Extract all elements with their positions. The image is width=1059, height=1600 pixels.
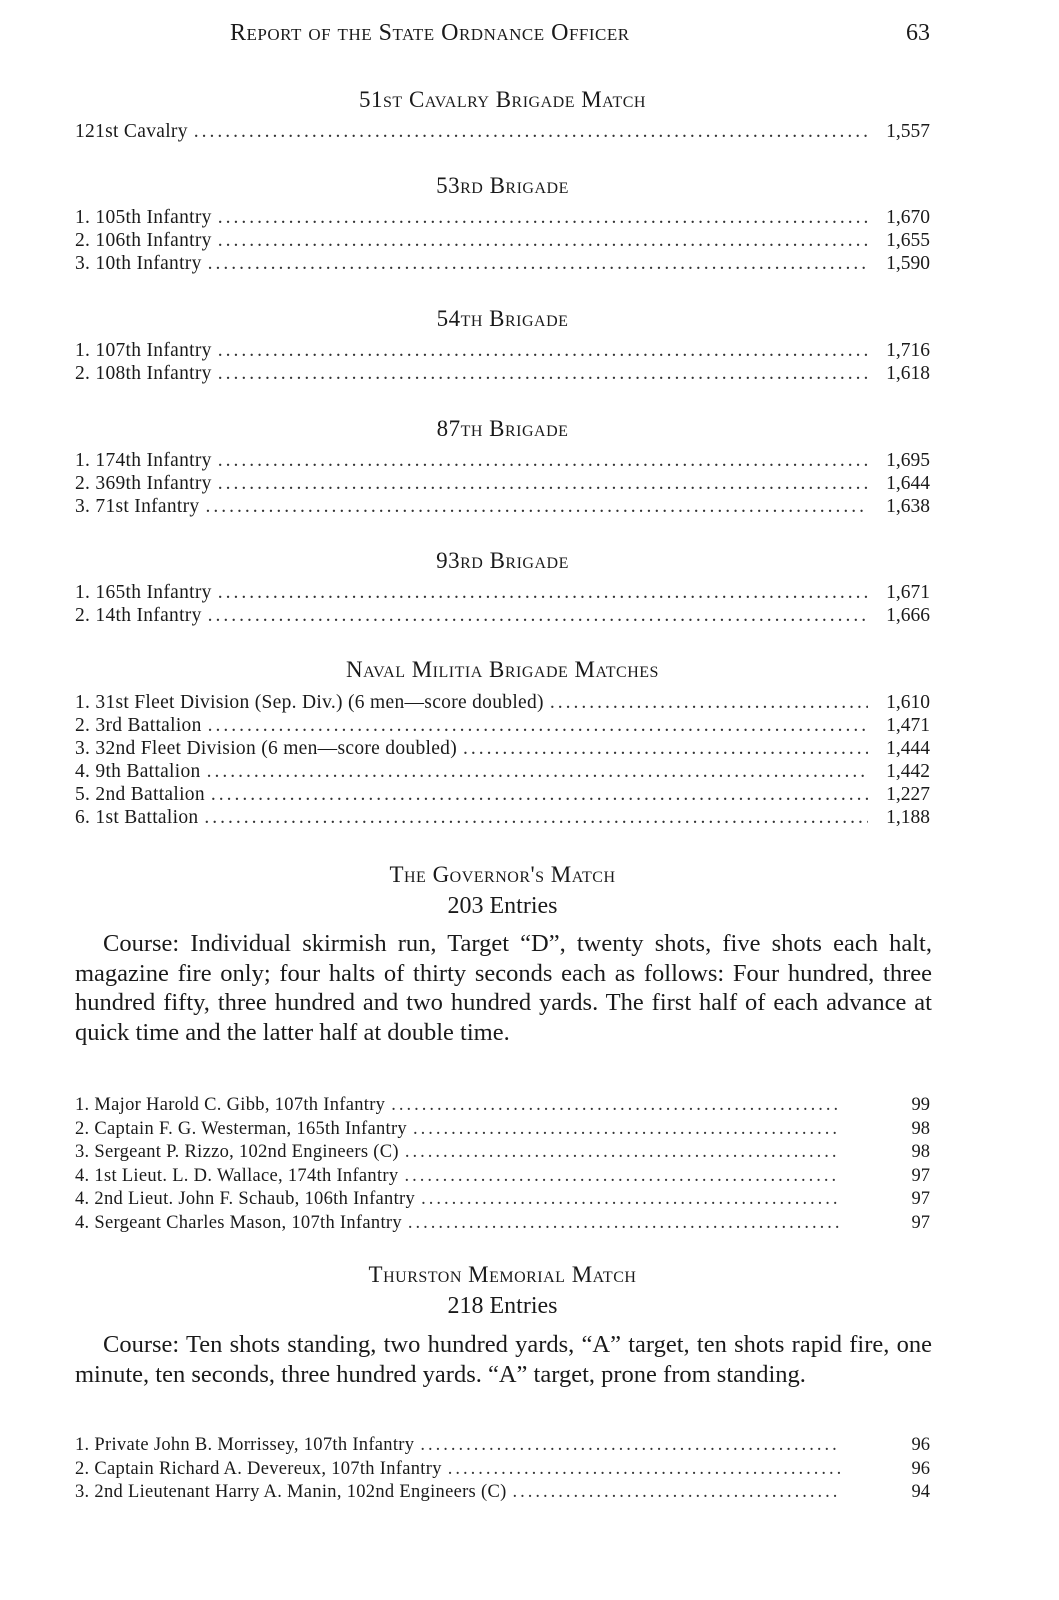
- governors-match-entries: 203 Entries: [447, 893, 558, 919]
- score-list: [75, 339, 930, 385]
- section-title: 51st Cavalry Brigade Match: [359, 87, 646, 112]
- result-row: 2. Captain F. G. Westerman, 165th Infantry ..... 98: [75, 1118, 930, 1142]
- result-row: 4. 2nd Lieut. John F. Schaub, 106th Infantry ..... 97: [75, 1188, 930, 1212]
- score-row: 3. 32nd Fleet Division (6 men—score doubled) ..... 1,444: [75, 737, 930, 760]
- governors-match-results: [75, 1094, 930, 1235]
- section-title: 87th Brigade: [436, 416, 569, 441]
- result-row: 1. Private John B. Morrissey, 107th Infantry ..... 96: [75, 1434, 930, 1458]
- score-list: [75, 206, 930, 275]
- running-head: [75, 20, 930, 54]
- score-row: 4. 9th Battalion ..... 1,442: [75, 760, 930, 783]
- score-list: [75, 691, 930, 829]
- thurston-match-entries: 218 Entries: [447, 1293, 558, 1319]
- score-list: [75, 581, 930, 627]
- result-row: 3. Sergeant P. Rizzo, 102nd Engineers (C) ..... 98: [75, 1141, 930, 1165]
- score-row: 1. 105th Infantry ..... 1,670: [75, 206, 930, 229]
- score-row: 2. 3rd Battalion ..... 1,471: [75, 714, 930, 737]
- section-title: 93rd Brigade: [436, 548, 569, 573]
- score-list: [75, 120, 930, 143]
- thurston-match-title: Thurston Memorial Match: [368, 1262, 637, 1287]
- score-list: [75, 449, 930, 518]
- section-title: Naval Militia Brigade Matches: [346, 657, 659, 682]
- page-number: 63: [906, 20, 930, 46]
- score-row: 121st Cavalry ..... 1,557: [75, 120, 930, 143]
- result-row: 3. 2nd Lieutenant Harry A. Manin, 102nd Engineers (C) ..... 94: [75, 1481, 930, 1505]
- result-row: 4. Sergeant Charles Mason, 107th Infantry ..... 97: [75, 1212, 930, 1236]
- score-row: 2. 369th Infantry ..... 1,644: [75, 472, 930, 495]
- thurston-match-results: [75, 1434, 930, 1505]
- score-row: 6. 1st Battalion ..... 1,188: [75, 806, 930, 829]
- section-title: 53rd Brigade: [436, 173, 569, 198]
- score-row: 3. 71st Infantry ..... 1,638: [75, 495, 930, 518]
- score-row: 1. 165th Infantry ..... 1,671: [75, 581, 930, 604]
- governors-match-course: Course: Individual skirmish run, Target “D”, twenty shots, five shots each halt, magazine fire only; four halts of thirty seconds each as follows: Four hundred, three hundred fifty, three hundred and two hundred yards. The first half of each advance at quick time and the latter half at double time.: [75, 930, 932, 1046]
- score-row: 2. 14th Infantry ..... 1,666: [75, 604, 930, 627]
- score-row: 3. 10th Infantry ..... 1,590: [75, 252, 930, 275]
- score-row: 1. 107th Infantry ..... 1,716: [75, 339, 930, 362]
- result-row: 1. Major Harold C. Gibb, 107th Infantry ..... 99: [75, 1094, 930, 1118]
- section-title: 54th Brigade: [436, 306, 569, 331]
- score-row: 1. 174th Infantry ..... 1,695: [75, 449, 930, 472]
- score-row: 5. 2nd Battalion ..... 1,227: [75, 783, 930, 806]
- governors-match-title: The Governor's Match: [389, 862, 616, 887]
- result-row: 2. Captain Richard A. Devereux, 107th Infantry ..... 96: [75, 1458, 930, 1482]
- thurston-match-course: Course: Ten shots standing, two hundred yards, “A” target, ten shots rapid fire, one minute, ten seconds, three hundred yards. “A” target, prone from standing.: [75, 1331, 932, 1388]
- score-row: 1. 31st Fleet Division (Sep. Div.) (6 men—score doubled) ..... 1,610: [75, 691, 930, 714]
- score-row: 2. 106th Infantry ..... 1,655: [75, 229, 930, 252]
- running-title: Report of the State Ordnance Officer: [230, 20, 630, 46]
- score-row: 2. 108th Infantry ..... 1,618: [75, 362, 930, 385]
- result-row: 4. 1st Lieut. L. D. Wallace, 174th Infantry ..... 97: [75, 1165, 930, 1189]
